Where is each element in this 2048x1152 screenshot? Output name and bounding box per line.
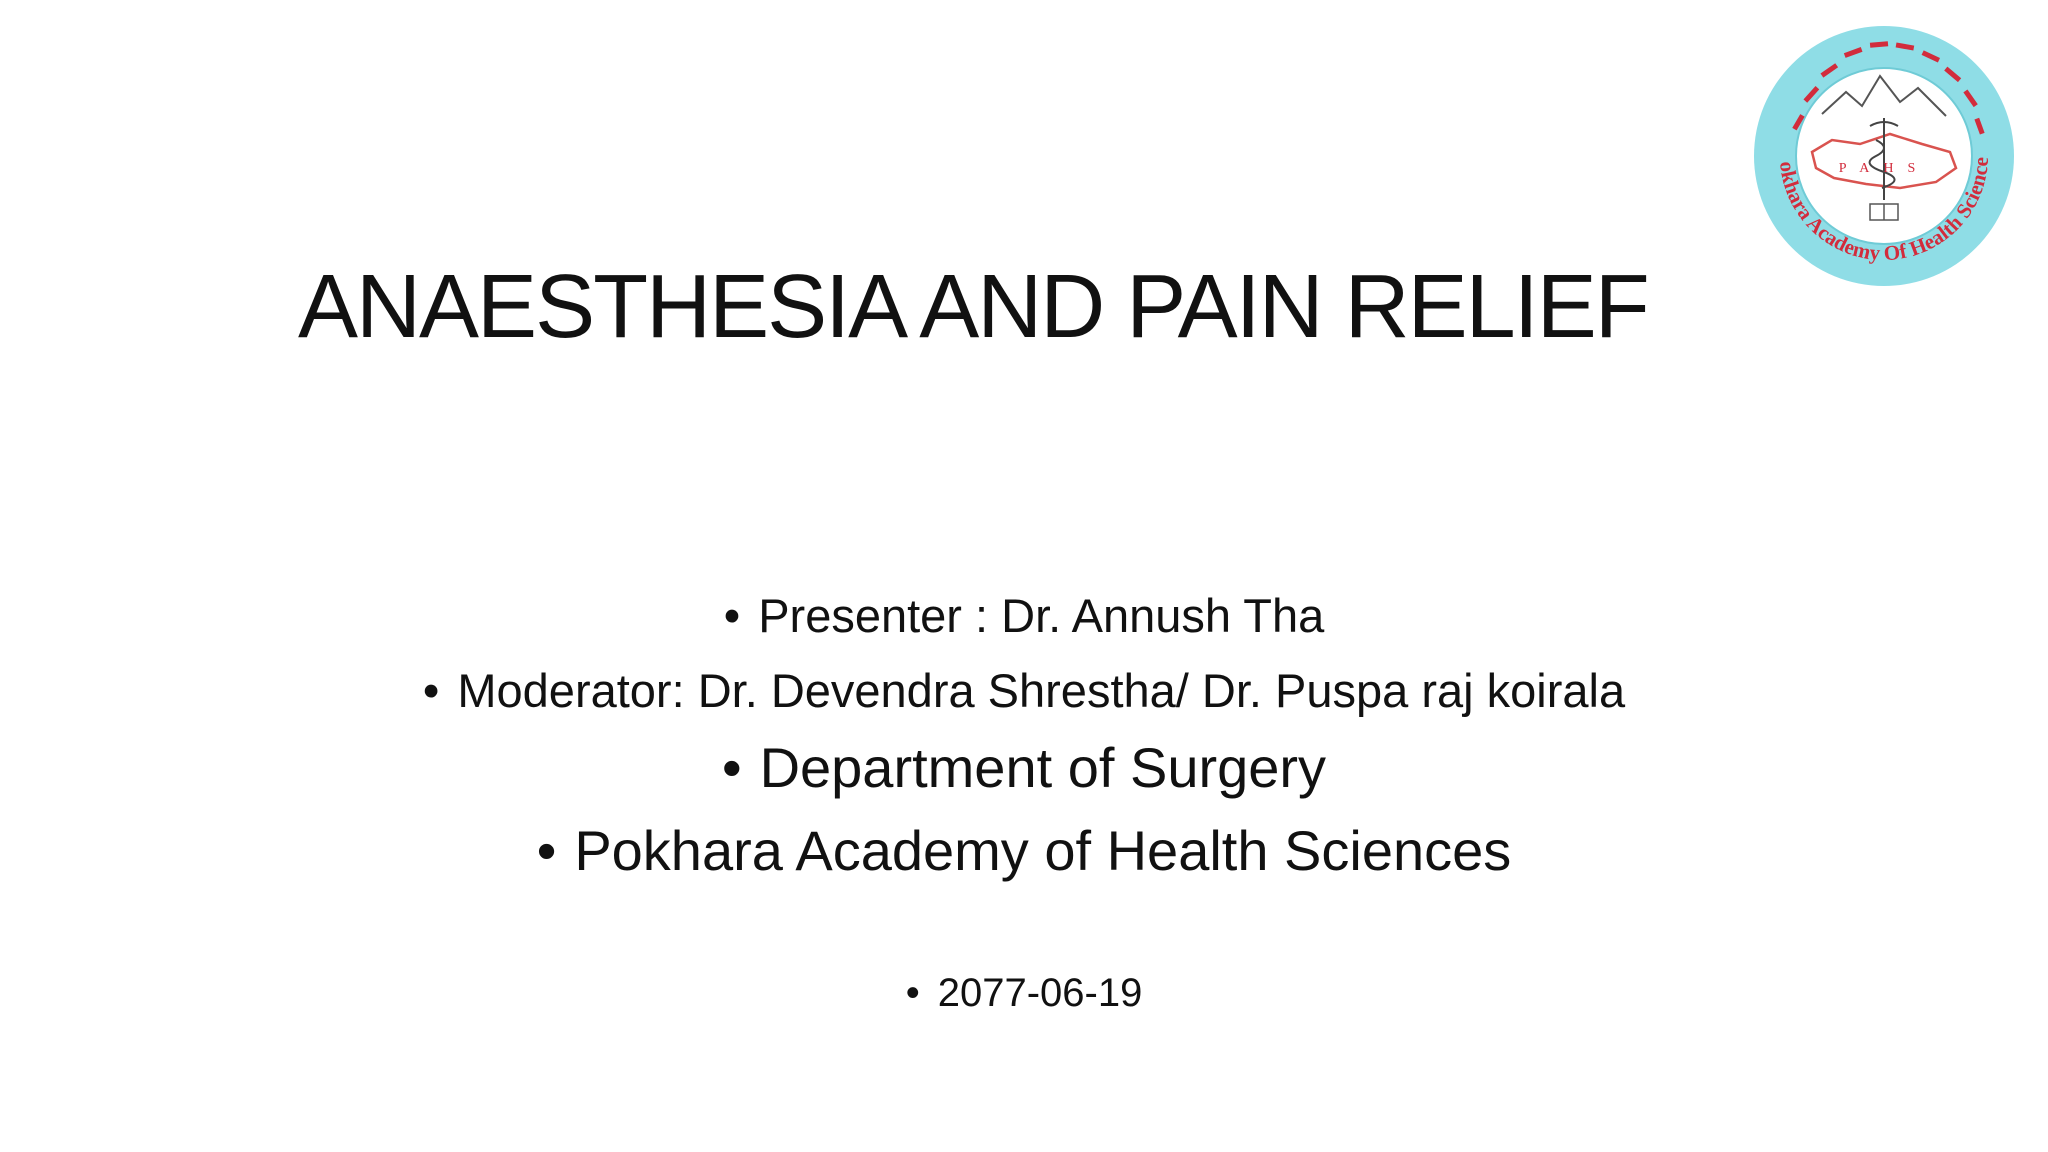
bullet-marker: • [723,589,741,642]
bullet-item-institution [0,819,2048,882]
bullet-marker: • [905,971,920,1015]
bullet-text: Pokhara Academy of Health Sciences [574,819,1512,882]
bullet-text: Moderator: Dr. Devendra Shrestha/ Dr. Puspa raj koirala [457,664,1626,717]
slide-title: ANAESTHESIA AND PAIN RELIEF [298,257,1648,357]
bullet-text: Presenter : Dr. Annush Tha [758,589,1325,642]
bullet-text: 2077-06-19 [937,971,1143,1015]
institution-seal-icon [1750,22,2018,290]
bullet-item-department [0,736,2048,799]
seal-ring-text: okhara Academy Of Health Science [1775,156,1994,266]
bullet-item-moderator [0,664,2048,717]
bullet-text: Department of Surgery [759,736,1327,799]
bullet-marker: • [422,664,440,717]
bullet-marker: • [536,819,557,882]
bullet-marker: • [721,736,742,799]
bullet-item-presenter [0,589,2048,642]
bullet-item-date [0,973,2048,1013]
seal-graphic [1750,22,2018,290]
seal-center-text: PAHS [1838,161,1930,176]
